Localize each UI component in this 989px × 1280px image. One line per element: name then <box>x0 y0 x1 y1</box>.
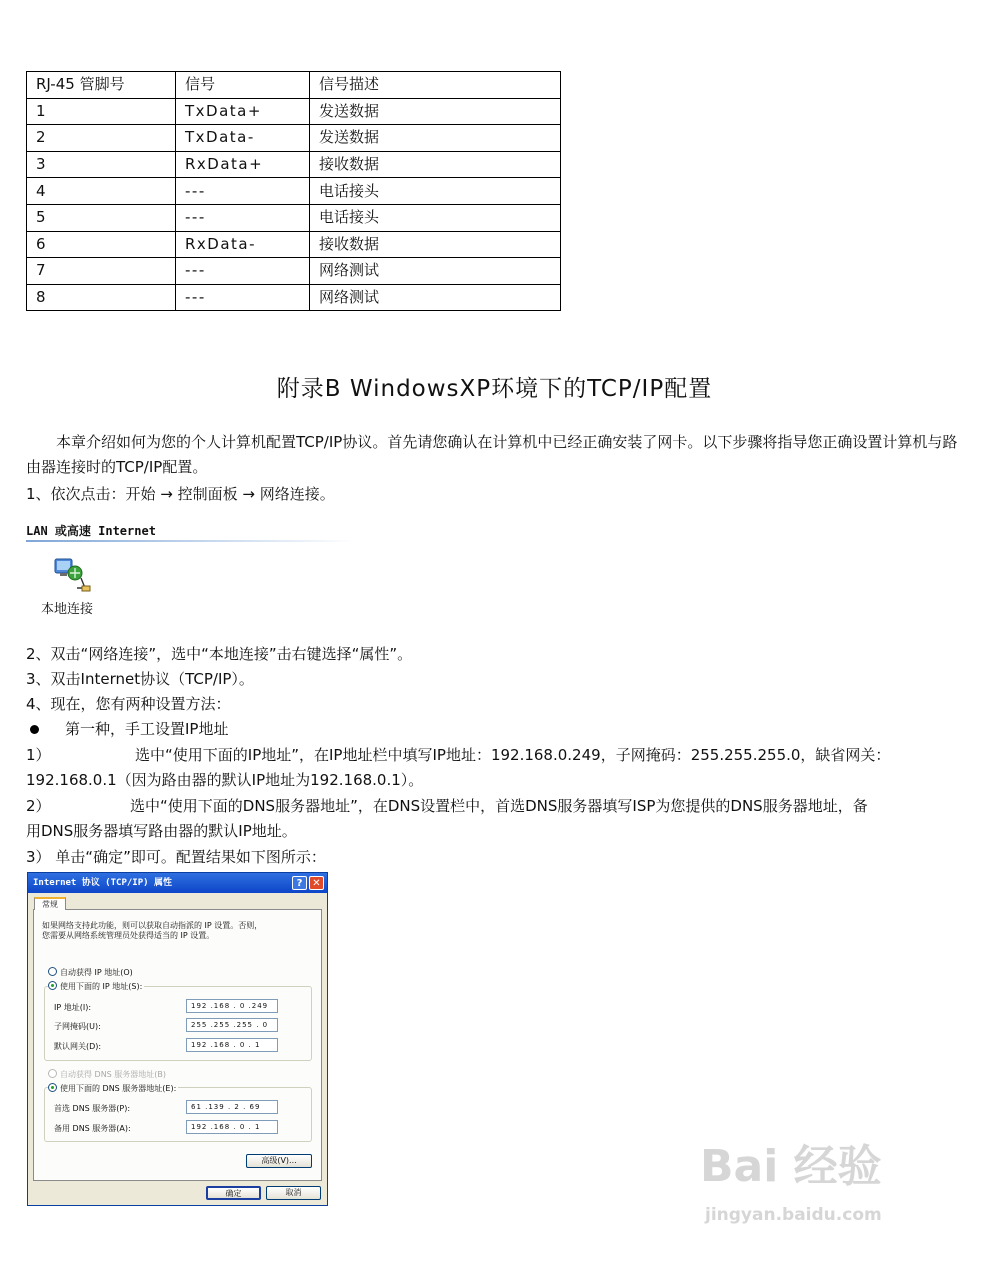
help-icon[interactable]: ? <box>292 876 307 890</box>
gateway-label: 默认网关(D): <box>54 1042 102 1051</box>
sub-step-1 <box>26 743 962 768</box>
gateway-field[interactable]: 192 .168 . 0 . 1 <box>186 1038 278 1052</box>
sub-step-1-number: 1） <box>26 746 51 764</box>
sub-step-2-continued: 用DNS服务器填写路由器的默认IP地址。 <box>26 822 297 840</box>
table-row <box>27 98 561 125</box>
signal-description-cell: 接收数据 <box>310 231 561 258</box>
signal-cell: --- <box>176 284 310 311</box>
table-row <box>27 178 561 205</box>
sub-step-1-text: 选中“使用下面的IP地址”，在IP地址栏中填写IP地址：192.168.0.249，子网掩码：255.255.255.0，缺省网关： <box>135 746 891 764</box>
sub-step-2-text: 选中“使用下面的DNS服务器地址”，在DNS设置栏中，首选DNS服务器填写ISP为您提供的DNS服务器地址，备 <box>130 797 868 815</box>
use-dns-radio[interactable] <box>48 1083 57 1092</box>
dialog-intro-line-2: 您需要从网络系统管理员处获得适当的 IP 设置。 <box>42 931 215 940</box>
subnet-mask-field[interactable]: 255 .255 .255 . 0 <box>186 1018 278 1032</box>
appendix-title: 附录B WindowsXP环境下的TCP/IP配置 <box>276 376 713 402</box>
signal-description-cell: 接收数据 <box>310 151 561 178</box>
use-dns-option[interactable] <box>48 1083 178 1094</box>
alternate-dns-label: 备用 DNS 服务器(A): <box>54 1124 131 1133</box>
table-row <box>27 284 561 311</box>
ok-button[interactable]: 确定 <box>206 1186 261 1200</box>
bullet-icon <box>30 725 39 734</box>
auto-dns-radio[interactable] <box>48 1069 57 1078</box>
preferred-dns-label: 首选 DNS 服务器(P): <box>54 1104 131 1113</box>
use-ip-option[interactable] <box>48 981 144 992</box>
sub-step-2-number: 2） <box>26 797 51 815</box>
subnet-mask-label: 子网掩码(U): <box>54 1022 101 1031</box>
table-row <box>27 231 561 258</box>
dialog-intro <box>42 921 312 941</box>
signal-description-cell: 发送数据 <box>310 98 561 125</box>
lan-section-header: LAN 或高速 Internet <box>26 524 156 538</box>
baidu-watermark-url: jingyan.baidu.com <box>705 1205 882 1225</box>
table-row <box>27 151 561 178</box>
header-description: 信号描述 <box>310 72 561 99</box>
bullet-manual-ip <box>26 717 962 742</box>
table-header-row <box>27 72 561 99</box>
auto-dns-option[interactable] <box>48 1069 166 1080</box>
signal-cell: --- <box>176 178 310 205</box>
table-row <box>27 204 561 231</box>
dialog-title-bar: Internet 协议 (TCP/IP) 属性 <box>28 873 327 893</box>
signal-cell: TxData+ <box>176 98 310 125</box>
general-panel <box>33 909 322 1181</box>
header-pin: RJ-45 管脚号 <box>27 72 176 99</box>
signal-cell: TxData- <box>176 125 310 152</box>
signal-description-cell: 电话接头 <box>310 204 561 231</box>
signal-description-cell: 发送数据 <box>310 125 561 152</box>
cancel-button[interactable]: 取消 <box>266 1186 321 1200</box>
baidu-watermark-logo: Bai 经验 <box>700 1141 882 1192</box>
network-connection-icon[interactable] <box>51 556 95 600</box>
advanced-button[interactable]: 高级(V)... <box>246 1154 312 1168</box>
tcpip-properties-dialog <box>27 872 328 1206</box>
signal-description-cell: 网络测试 <box>310 258 561 285</box>
alternate-dns-field[interactable]: 192 .168 . 0 . 1 <box>186 1120 278 1134</box>
pin-number-cell: 5 <box>27 204 176 231</box>
pin-number-cell: 4 <box>27 178 176 205</box>
pin-number-cell: 3 <box>27 151 176 178</box>
ip-address-label: IP 地址(I): <box>54 1003 92 1012</box>
use-ip-label: 使用下面的 IP 地址(S): <box>60 982 143 991</box>
preferred-dns-field[interactable]: 61 .139 . 2 . 69 <box>186 1100 278 1114</box>
auto-ip-option[interactable] <box>48 967 133 978</box>
pin-number-cell: 6 <box>27 231 176 258</box>
sub-step-2 <box>26 794 962 819</box>
pin-number-cell: 8 <box>27 284 176 311</box>
auto-ip-radio[interactable] <box>48 967 57 976</box>
signal-description-cell: 电话接头 <box>310 178 561 205</box>
bullet-text: 第一种，手工设置IP地址 <box>65 720 229 738</box>
header-signal: 信号 <box>176 72 310 99</box>
use-dns-label: 使用下面的 DNS 服务器地址(E): <box>60 1084 177 1093</box>
table-row <box>27 258 561 285</box>
auto-ip-label: 自动获得 IP 地址(O) <box>60 968 133 977</box>
use-ip-radio[interactable] <box>48 981 57 990</box>
dialog-intro-line-1: 如果网络支持此功能，则可以获取自动指派的 IP 设置。否则， <box>42 921 263 930</box>
pin-number-cell: 2 <box>27 125 176 152</box>
pin-number-cell: 1 <box>27 98 176 125</box>
signal-cell: --- <box>176 258 310 285</box>
tab-general[interactable]: 常规 <box>34 897 66 910</box>
ip-address-field[interactable]: 192 .168 . 0 .249 <box>186 999 278 1013</box>
step-1: 1、依次点击：开始 → 控制面板 → 网络连接。 <box>26 485 335 503</box>
step-2: 2、双击“网络连接”，选中“本地连接”击右键选择“属性”。 <box>26 645 413 663</box>
pin-number-cell: 7 <box>27 258 176 285</box>
auto-dns-label: 自动获得 DNS 服务器地址(B) <box>60 1070 167 1079</box>
local-connection-label[interactable]: 本地连接 <box>41 602 94 617</box>
sub-step-3: 3） 单击“确定”即可。配置结果如下图所示： <box>26 848 326 866</box>
step-3: 3、双击Internet协议（TCP/IP）。 <box>26 670 254 688</box>
signal-cell: RxData+ <box>176 151 310 178</box>
rj45-pin-table <box>26 71 561 311</box>
lan-header-divider <box>26 540 356 542</box>
close-icon[interactable]: ✕ <box>309 876 324 890</box>
signal-cell: RxData- <box>176 231 310 258</box>
sub-step-1-continued: 192.168.0.1（因为路由器的默认IP地址为192.168.0.1）。 <box>26 771 424 789</box>
step-4: 4、现在，您有两种设置方法： <box>26 695 231 713</box>
signal-cell: --- <box>176 204 310 231</box>
table-row <box>27 125 561 152</box>
signal-description-cell: 网络测试 <box>310 284 561 311</box>
intro-paragraph: 本章介绍如何为您的个人计算机配置TCP/IP协议。首先请您确认在计算机中已经正确安装了网卡。以下步骤将指导您正确设置计算机与路由器连接时的TCP/IP配置。 <box>26 433 958 476</box>
